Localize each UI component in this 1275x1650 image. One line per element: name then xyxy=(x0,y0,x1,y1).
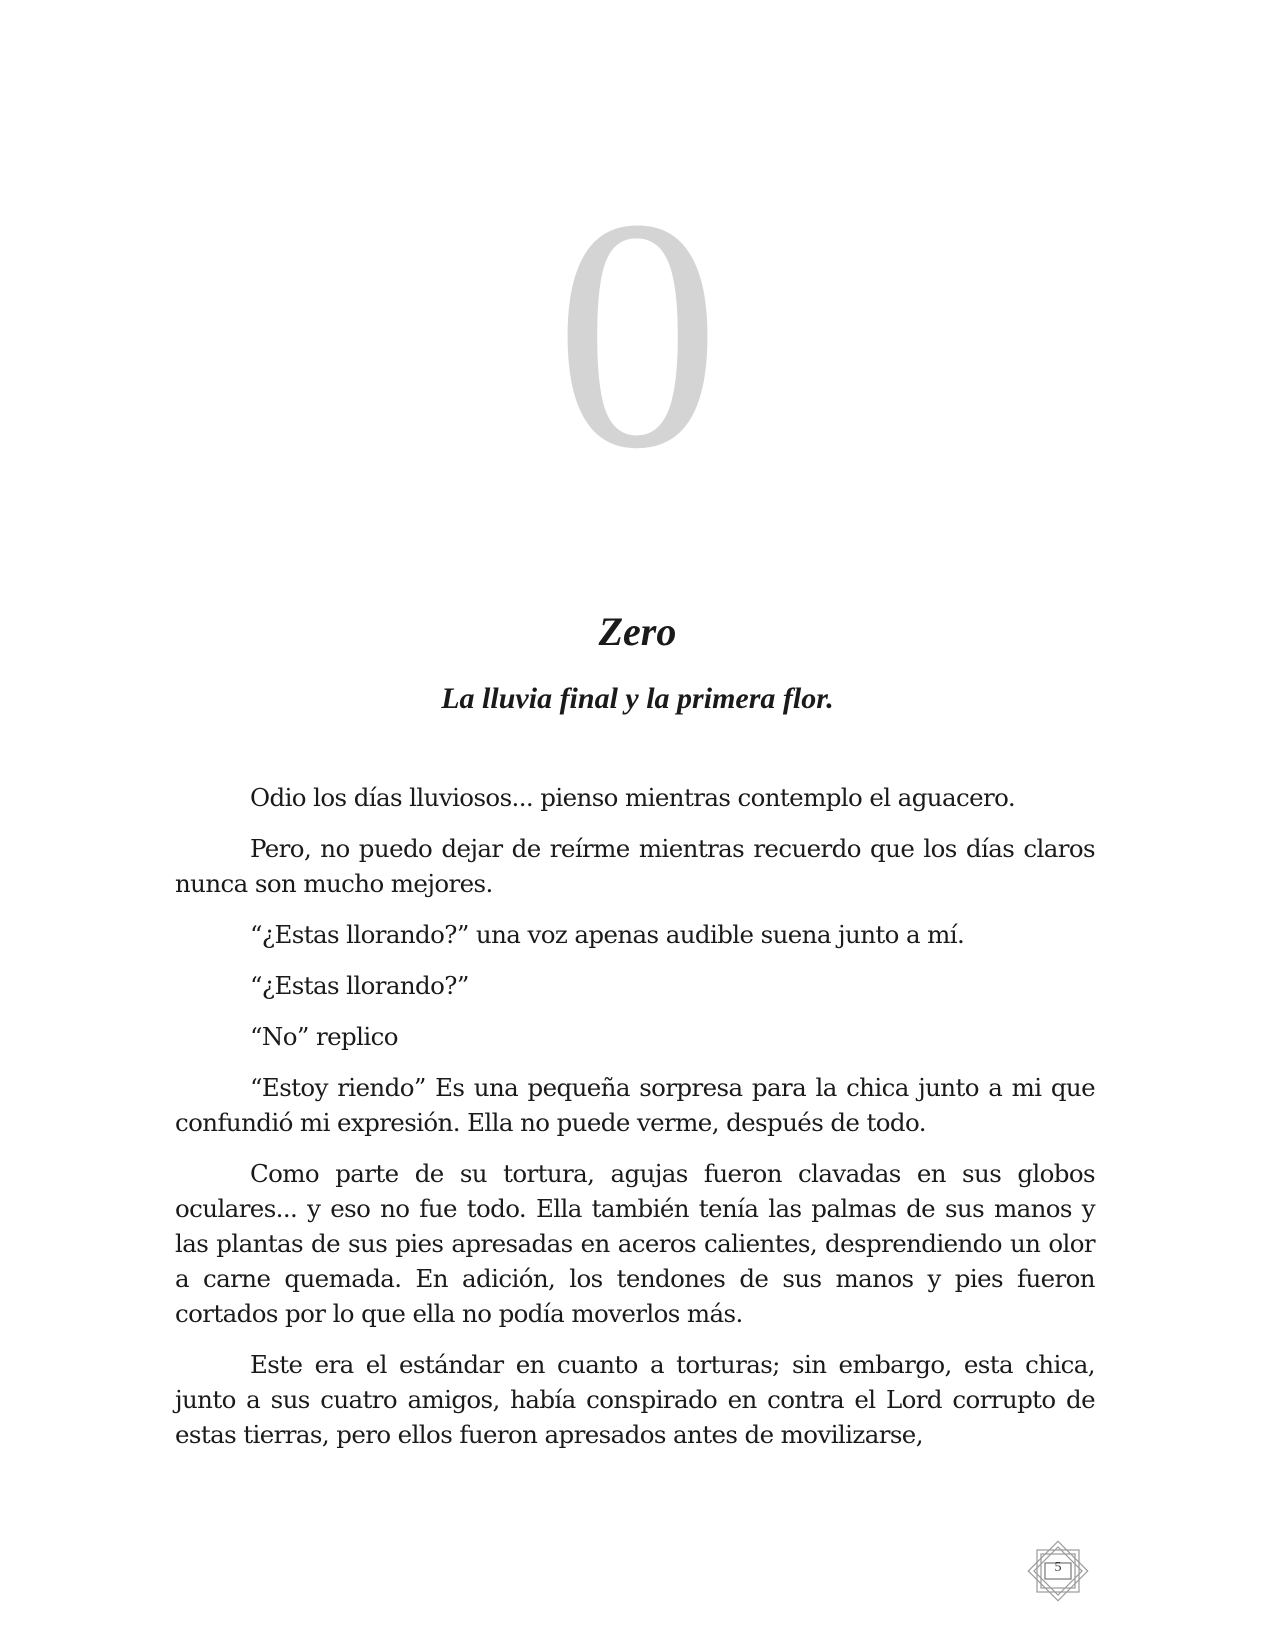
body-text xyxy=(175,780,1095,1468)
paragraph: Como parte de su tortura, agujas fueron clavadas en sus globos oculares... y eso no fue todo. Ella también tenía las palmas de sus manos y las plantas de sus pies apresadas en aceros calientes, desprendiendo un olor a carne quemada. En adición, los tendones de sus manos y pies fueron cortados por lo que ella no podía moverlos más. xyxy=(175,1159,1095,1328)
chapter-title: Zero xyxy=(598,609,677,654)
paragraph: “¿Estas llorando?” una voz apenas audible suena junto a mí. xyxy=(250,920,965,949)
paragraph: Odio los días lluviosos... pienso mientras contemplo el aguacero. xyxy=(250,783,1016,812)
paragraph: “¿Estas llorando?” xyxy=(250,971,469,1000)
chapter-number: 0 xyxy=(555,152,720,517)
paragraph: Pero, no puedo dejar de reírme mientras recuerdo que los días claros nunca son mucho mejores. xyxy=(175,834,1095,898)
paragraph: Este era el estándar en cuanto a torturas; sin embargo, esta chica, junto a sus cuatro amigos, había conspirado en contra el Lord corrupto de estas tierras, pero ellos fueron apresados antes de movilizarse, xyxy=(175,1350,1095,1449)
page-number-badge xyxy=(1025,1538,1091,1604)
chapter-subtitle: La lluvia final y la primera flor. xyxy=(441,682,834,715)
paragraph: “No” replico xyxy=(250,1022,398,1051)
paragraph: “Estoy riendo” Es una pequeña sorpresa para la chica junto a mi que confundió mi expresión. Ella no puede verme, después de todo. xyxy=(175,1073,1095,1137)
page-number: 5 xyxy=(1054,1560,1062,1575)
